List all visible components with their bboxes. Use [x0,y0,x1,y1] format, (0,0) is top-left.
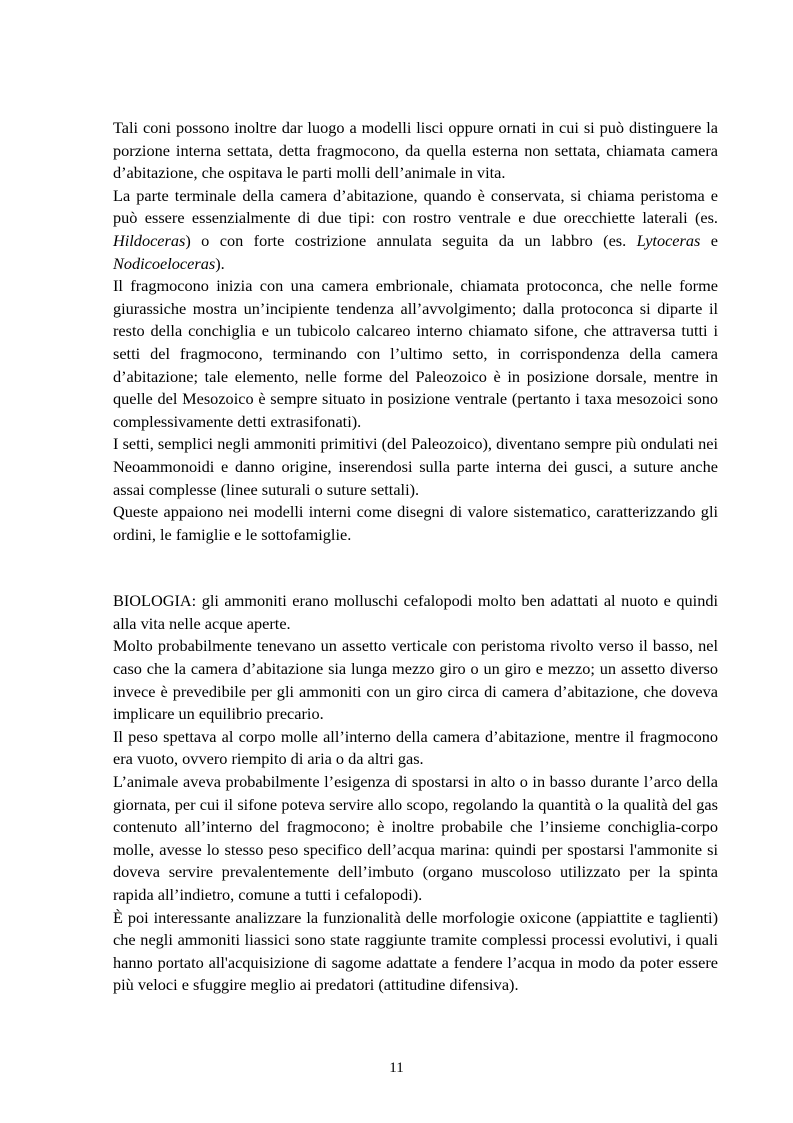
paragraph-suture: Queste appaiono nei modelli interni come disegni di valore sistematico, caratterizzando gli ordini, le famiglie e le sottofamiglie. [113,502,718,544]
section-gap [113,546,718,590]
document-page [113,117,718,997]
genus-lytoceras: Lytoceras [636,230,701,250]
paragraph-oxicone: È poi interessante analizzare la funzionalità delle morfologie oxicone (appiattite e taglienti) che negli ammoniti liassici sono state raggiunte tramite complessi processi evolutivi, i quali hanno portato all'acquisizione di sagome adattate a fendere l’acqua in modo da poter essere più veloci e sfuggire meglio ai predatori (attitudine difensiva). [113,907,718,995]
genus-nodicoeloceras: Nodicoeloceras [113,253,216,273]
paragraph-spostamento: L’animale aveva probabilmente l’esigenza di spostarsi in alto o in basso durante l’arco della giornata, per cui il sifone poteva servire allo scopo, regolando la quantità o la qualità del gas contenuto all’interno del fragmocono; è inoltre probabile che l’insieme conchiglia-corpo molle, avesse lo stesso peso specifico dell’acqua marina: quindi per spostarsi l'ammonite si doveva servire prevalentemente dell’imbuto (organo muscoloso utilizzato per la spinta rapida all’indietro, comune a tutti i cefalopodi). [113,772,718,904]
paragraph-peristoma-text-1: La parte terminale della camera d’abitazione, quando è conservata, si chiama peristoma e può essere essenzialmente di due tipi: con rostro ventrale e due orecchiette laterali (es. [113,185,718,228]
paragraph-coni: Tali coni possono inoltre dar luogo a modelli lisci oppure ornati in cui si può distinguere la porzione interna settata, detta fragmocono, da quella esterna non settata, chiamata camera d’abitazione, che ospitava le parti molli dell’animale in vita. [113,118,718,183]
paragraph-peristoma-text-4: ). [215,253,225,273]
paragraph-peristoma-text-3: e [700,230,718,250]
paragraph-peristoma [113,185,718,275]
paragraph-assetto: Molto probabilmente tenevano un assetto verticale con peristoma rivolto verso il basso, nel caso che la camera d’abitazione sia lunga mezzo giro o un giro e mezzo; un assetto diverso invece è prevedibile per gli ammoniti con un giro circa di camera d’abitazione, che doveva implicare un equilibrio precario. [113,636,718,724]
page-number: 11 [389,1060,404,1076]
paragraph-peso: Il peso spettava al corpo molle all’interno della camera d’abitazione, mentre il fragmocono era vuoto, ovvero riempito di aria o da altri gas. [113,726,718,769]
paragraph-setti: I setti, semplici negli ammoniti primitivi (del Paleozoico), diventano sempre più ondulati nei Neoammonoidi e danno origine, inserendosi sulla parte interna dei gusci, a suture anche assai complesse (linee suturali o suture settali). [113,434,718,499]
section-biologia [113,590,718,997]
paragraph-fragmocono: Il fragmocono inizia con una camera embrionale, chiamata protoconca, che nelle forme giurassiche mostra un’incipiente tendenza all’avvolgimento; dalla protoconca si diparte il resto della conchiglia e un tubicolo calcareo interno chiamato sifone, che attraversa tutti i setti del fragmocono, terminando con l’ultimo setto, in corrispondenza della camera d’abitazione; tale elemento, nelle forme del Paleozoico è in posizione dorsale, mentre in quelle del Mesozoico è sempre situato in posizione ventrale (pertanto i taxa mesozoici sono complessivamente detti extrasifonati). [113,276,718,431]
paragraph-biologia: BIOLOGIA: gli ammoniti erano molluschi cefalopodi molto ben adattati al nuoto e quindi alla vita nelle acque aperte. [113,591,718,633]
genus-hildoceras: Hildoceras [113,230,186,250]
section-morphology [113,117,718,546]
paragraph-peristoma-text-2: ) o con forte costrizione annulata seguita da un labbro (es. [185,230,637,250]
